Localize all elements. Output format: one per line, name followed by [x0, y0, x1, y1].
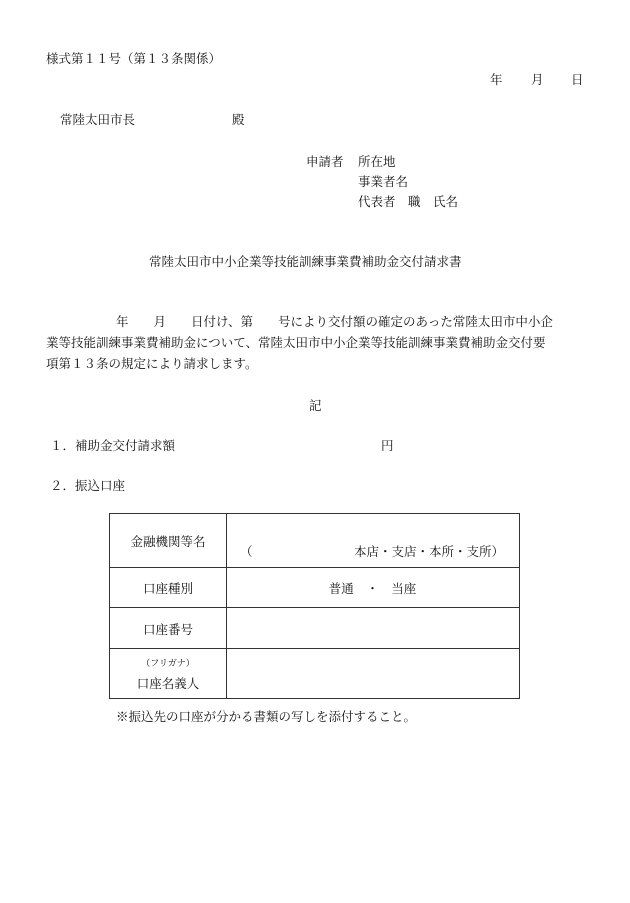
- item1-unit: 円: [381, 438, 394, 453]
- bank-account-table: [109, 513, 520, 699]
- account-type-row: [110, 567, 519, 608]
- account-type-label-cell: [110, 568, 227, 608]
- furigana-label: （フリガナ）: [141, 659, 195, 669]
- account-number-input-cell[interactable]: [226, 608, 519, 649]
- applicant-representative-label: 代表者 職 氏名: [358, 194, 459, 209]
- account-holder-row: [110, 648, 519, 699]
- item1-label: １．補助金交付請求額: [50, 438, 176, 453]
- account-number-label: 口座番号: [142, 621, 193, 637]
- account-holder-label-cell: [110, 649, 227, 699]
- applicant-address-label: 所在地: [358, 154, 396, 169]
- account-type-options-cell[interactable]: [226, 568, 519, 608]
- institution-row: [110, 514, 519, 567]
- date-day-label: 日: [571, 72, 584, 87]
- addressee-honorific: 殿: [232, 112, 245, 127]
- addressee-name: 常陸太田市長: [60, 112, 136, 127]
- account-type-label: 口座種別: [142, 581, 193, 596]
- item2-label: ２．振込口座: [50, 478, 126, 493]
- attachment-note: ※振込先の口座が分かる書類の写しを添付すること。: [116, 709, 417, 724]
- account-holder-input-cell[interactable]: [226, 649, 519, 699]
- account-type-options: 普通 ・ 当座: [328, 581, 417, 596]
- applicant-label: 申請者: [306, 154, 344, 169]
- account-number-label-cell: [110, 608, 227, 649]
- institution-branch-options: 本店・支店・本所・支所）: [354, 544, 505, 559]
- date-year-label: 年: [490, 72, 503, 87]
- date-month-label: 月: [531, 72, 544, 87]
- form-number: 様式第１１号（第１３条関係）: [46, 51, 222, 66]
- institution-input-cell[interactable]: [226, 514, 519, 567]
- account-number-row: [110, 607, 519, 649]
- ki-heading: 記: [309, 398, 322, 413]
- institution-open-paren: （: [240, 544, 253, 559]
- body-line-3: 項第１３条の規定により請求します。: [46, 356, 258, 371]
- account-holder-label: 口座名義人: [136, 676, 200, 691]
- institution-label: 金融機関等名: [130, 533, 206, 549]
- body-line-2: 業等技能訓練事業費補助金について、常陸太田市中小企業等技能訓練事業費補助金交付要: [46, 335, 546, 350]
- document-title: 常陸太田市中小企業等技能訓練事業費補助金交付請求書: [149, 254, 462, 269]
- applicant-business-label: 事業者名: [358, 174, 409, 189]
- institution-label-cell: [110, 514, 227, 567]
- body-line-1: 年 月 日付け、第 号により交付額の確定のあった常陸太田市中小企: [116, 314, 553, 329]
